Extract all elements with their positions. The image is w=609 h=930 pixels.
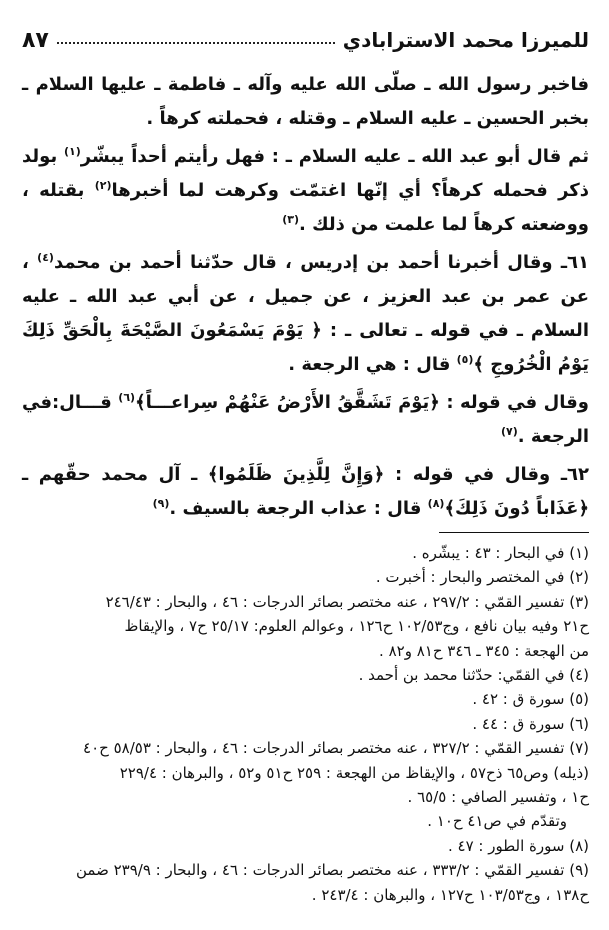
quran-verse-3: ﴿وَإِنَّ لِلَّذِينَ ظَلَمُوا﴾ <box>207 464 385 485</box>
note-ref-5: (٥) <box>456 353 474 366</box>
footnote-4: (٤) في القمّي: حدّثنا محمد بن أحمد . <box>358 666 589 685</box>
note-ref-9: (٩) <box>152 497 170 510</box>
paragraph-5-part-c: قال : عذاب الرجعة بالسيف . <box>169 498 428 519</box>
footnote-9-line-2: ح١٣٨ ، وج١٠٣/٥٣ ح١٢٧ ، والبرهان : ٢٤٣/٤ . <box>311 885 589 904</box>
paragraph-3 <box>22 246 589 382</box>
note-ref-6: (٦) <box>118 391 136 404</box>
main-text <box>22 68 589 526</box>
paragraph-2-part-c: بقتله ، ووضعته كرهاً لما علمت من ذلك . <box>22 180 589 235</box>
note-ref-7: (٧) <box>500 425 518 438</box>
paragraph-4-part-b: قـــال:في الرجعة . <box>22 392 589 447</box>
footnote-6: (٦) سورة ق : ٤٤ . <box>472 714 589 733</box>
note-ref-4: (٤) <box>37 251 54 264</box>
footnote-3-line-3: من الهجعة : ٣٤٥ ـ ٣٤٦ ح٨١ و٨٢ . <box>379 641 589 660</box>
paragraph-2-part-b: بولد ذكر فحمله كرهاً؟ أي إنّها اغتمّت وكرهت لما أخبرها <box>22 146 590 201</box>
paragraph-5-part-a: ٦٢ـ وقال في قوله : <box>384 464 589 485</box>
footnote-2: (٢) في المختصر والبحار : أخبرت . <box>375 568 589 587</box>
note-ref-8: (٨) <box>427 497 445 510</box>
footnote-7-line-3: ح١ ، وتفسير الصافي : ٦٥/٥ . <box>407 788 589 807</box>
footnote-3-line-1: (٣) تفسير القمّي : ٢٩٧/٢ ، عنه مختصر بصائر الدرجات : ٤٦ ، والبحار : ٢٤٦/٤٣ <box>105 592 589 611</box>
paragraph-3-part-b: ، عن عمر بن عبد العزيز ، عن جميل ، عن أبي عبد الله ـ عليه السلام ـ في قوله ـ تعالى ـ : <box>22 252 589 341</box>
footnote-8: (٨) سورة الطور : ٤٧ . <box>447 836 589 855</box>
quran-verse-2: ﴿يَوْمَ تَشَقَّقُ الأَرْضُ عَنْهُمْ سِراعـــاً﴾ <box>135 392 440 413</box>
footnote-divider <box>439 532 589 533</box>
paragraph-2-part-a: ثم قال أبو عبد الله ـ عليه السلام ـ : فهل رأيتم أحداً يبشّر <box>80 146 589 167</box>
note-ref-2: (٢) <box>94 179 112 192</box>
footnotes <box>22 541 589 907</box>
quran-verse-1: ﴿ يَوْمَ يَسْمَعُونَ الصَّيْحَةَ بِالْحَقِّ ذَلِكَ يَوْمُ الْخُرُوجِ ﴾ <box>22 320 589 375</box>
quran-verse-4: ﴿عَذَاباً دُونَ ذَلِكَ﴾ <box>444 498 589 519</box>
footnote-7-line-4: وتقدّم في ص٤١ ح١٠ . <box>427 812 567 831</box>
paragraph-3-part-c: قال : هي الرجعة . <box>288 354 457 375</box>
page-number: ٨٧ <box>22 27 49 53</box>
footnote-1: (١) في البحار : ٤٣ : يبشّره . <box>412 544 589 562</box>
note-ref-3: (٣) <box>282 213 299 226</box>
paragraph-3-part-a: ٦١ـ وقال أخبرنا أحمد بن إدريس ، قال حدّثنا أحمد بن محمد <box>53 252 589 273</box>
paragraph-4-part-a: وقال في قوله : <box>439 392 589 413</box>
paragraph-5 <box>22 458 589 526</box>
paragraph-4 <box>22 386 589 454</box>
page-header <box>22 22 589 58</box>
running-title: للميرزا محمد الاسترابادي <box>342 28 589 52</box>
footnote-3-line-2: ح٢١ وفيه بيان نافع ، وج١٠٢/٥٣ ح١٢٦ ، وعوالم العلوم: ٢٥/١٧ ح٧ ، والإيقاظ <box>124 617 589 636</box>
header-dotted-rule <box>57 42 335 44</box>
footnote-7-line-2: (ذيله) وص٦٥ ذح٥٧ ، والإيقاظ من الهجعة : ٢٥٩ ح٥١ و٥٢ ، والبرهان : ٢٢٩/٤ <box>119 763 589 782</box>
footnote-5: (٥) سورة ق : ٤٢ . <box>472 690 589 709</box>
note-ref-1: (١) <box>64 145 81 158</box>
paragraph-5-part-b: ـ آل محمد حقّهم ـ <box>22 464 208 485</box>
paragraph-1: فاخبر رسول الله ـ صلّى الله عليه وآله ـ فاطمة ـ عليها السلام ـ بخبر الحسين ـ عليه السلام ـ وقتله ، فحملته كرهاً . <box>22 74 589 129</box>
footnote-7-line-1: (٧) تفسير القمّي : ٣٢٧/٢ ، عنه مختصر بصائر الدرجات : ٤٦ ، والبحار : ٥٨/٥٣ ح٤٠ <box>83 739 589 758</box>
paragraph-2 <box>22 140 589 242</box>
footnote-9-line-1: (٩) تفسير القمّي : ٣٣٣/٢ ، عنه مختصر بصائر الدرجات : ٤٦ ، والبحار : ٢٣٩/٩ ضمن <box>76 861 589 880</box>
